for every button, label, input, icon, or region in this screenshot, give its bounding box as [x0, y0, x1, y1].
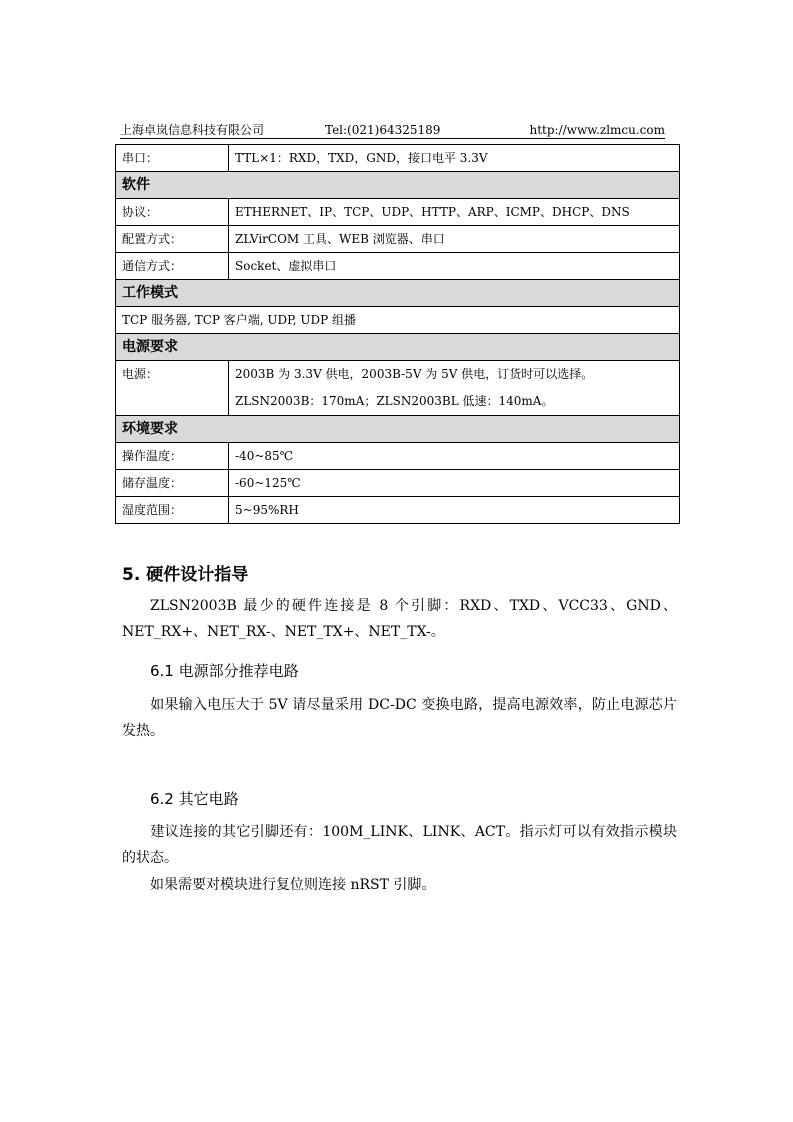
power-value-line1: 2003B 为 3.3V 供电，2003B-5V 为 5V 供电，订货时可以选择。	[235, 367, 594, 381]
section-row-power	[116, 334, 680, 361]
humidity-label: 湿度范围：	[116, 497, 229, 524]
store-temp-label: 储存温度：	[116, 470, 229, 497]
table-row	[116, 497, 680, 524]
table-row	[116, 443, 680, 470]
comm-value: Socket、虚拟串口	[229, 253, 680, 280]
section6-2-title: 6.2 其它电路	[150, 790, 239, 808]
section6-1-para	[122, 692, 677, 744]
page-header	[120, 122, 665, 139]
workmode-value: TCP 服务器, TCP 客户端, UDP, UDP 组播	[116, 307, 680, 334]
spec-table	[115, 144, 680, 524]
table-row	[116, 307, 680, 334]
section6-2-para2-text: 如果需要对模块进行复位则连接 nRST 引脚。	[150, 877, 436, 893]
power-header: 电源要求	[116, 334, 680, 361]
table-row	[116, 226, 680, 253]
section5-title: 5. 硬件设计指导	[122, 565, 249, 585]
section-row-software	[116, 172, 680, 199]
humidity-value: 5~95%RH	[229, 497, 680, 524]
power-label: 电源：	[122, 367, 159, 381]
section6-2-para2	[122, 872, 677, 898]
section6-1-para-text: 如果输入电压大于 5V 请尽量采用 DC-DC 变换电路，提高电源效率，防止电源芯片发热。	[122, 697, 677, 739]
power-label-cell	[116, 361, 229, 416]
power-value-cell	[229, 361, 680, 416]
table-row	[116, 361, 680, 416]
config-value: ZLVirCOM 工具、WEB 浏览器、串口	[229, 226, 680, 253]
table-row	[116, 470, 680, 497]
workmode-header: 工作模式	[116, 280, 680, 307]
env-header: 环境要求	[116, 416, 680, 443]
section-row-env	[116, 416, 680, 443]
section5-para	[122, 593, 677, 645]
software-header: 软件	[116, 172, 680, 199]
protocol-value: ETHERNET、IP、TCP、UDP、HTTP、ARP、ICMP、DHCP、DNS	[229, 199, 680, 226]
section6-2-para1	[122, 819, 677, 871]
table-row	[116, 253, 680, 280]
op-temp-value: -40~85℃	[229, 443, 680, 470]
serial-value: TTL×1：RXD，TXD，GND，接口电平 3.3V	[229, 145, 680, 172]
header-company: 上海卓岚信息科技有限公司	[120, 123, 265, 137]
section-row-workmode	[116, 280, 680, 307]
section5-para-text: ZLSN2003B 最少的硬件连接是 8 个引脚：RXD、TXD、VCC33、GND、NET_RX+、NET_RX-、NET_TX+、NET_TX-。	[122, 598, 677, 640]
power-value-line2: ZLSN2003B：170mA；ZLSN2003BL 低速：140mA。	[235, 394, 554, 408]
protocol-label: 协议：	[116, 199, 229, 226]
header-tel: Tel:(021)64325189	[325, 123, 441, 137]
serial-label: 串口：	[116, 145, 229, 172]
comm-label: 通信方式：	[116, 253, 229, 280]
config-label: 配置方式：	[116, 226, 229, 253]
section6-1-title: 6.1 电源部分推荐电路	[150, 662, 299, 680]
header-url: http://www.zlmcu.com	[529, 123, 665, 137]
table-row	[116, 199, 680, 226]
op-temp-label: 操作温度：	[116, 443, 229, 470]
store-temp-value: -60~125℃	[229, 470, 680, 497]
section6-2-para1-text: 建议连接的其它引脚还有：100M_LINK、LINK、ACT。指示灯可以有效指示模块的状态。	[122, 824, 677, 866]
table-row	[116, 145, 680, 172]
